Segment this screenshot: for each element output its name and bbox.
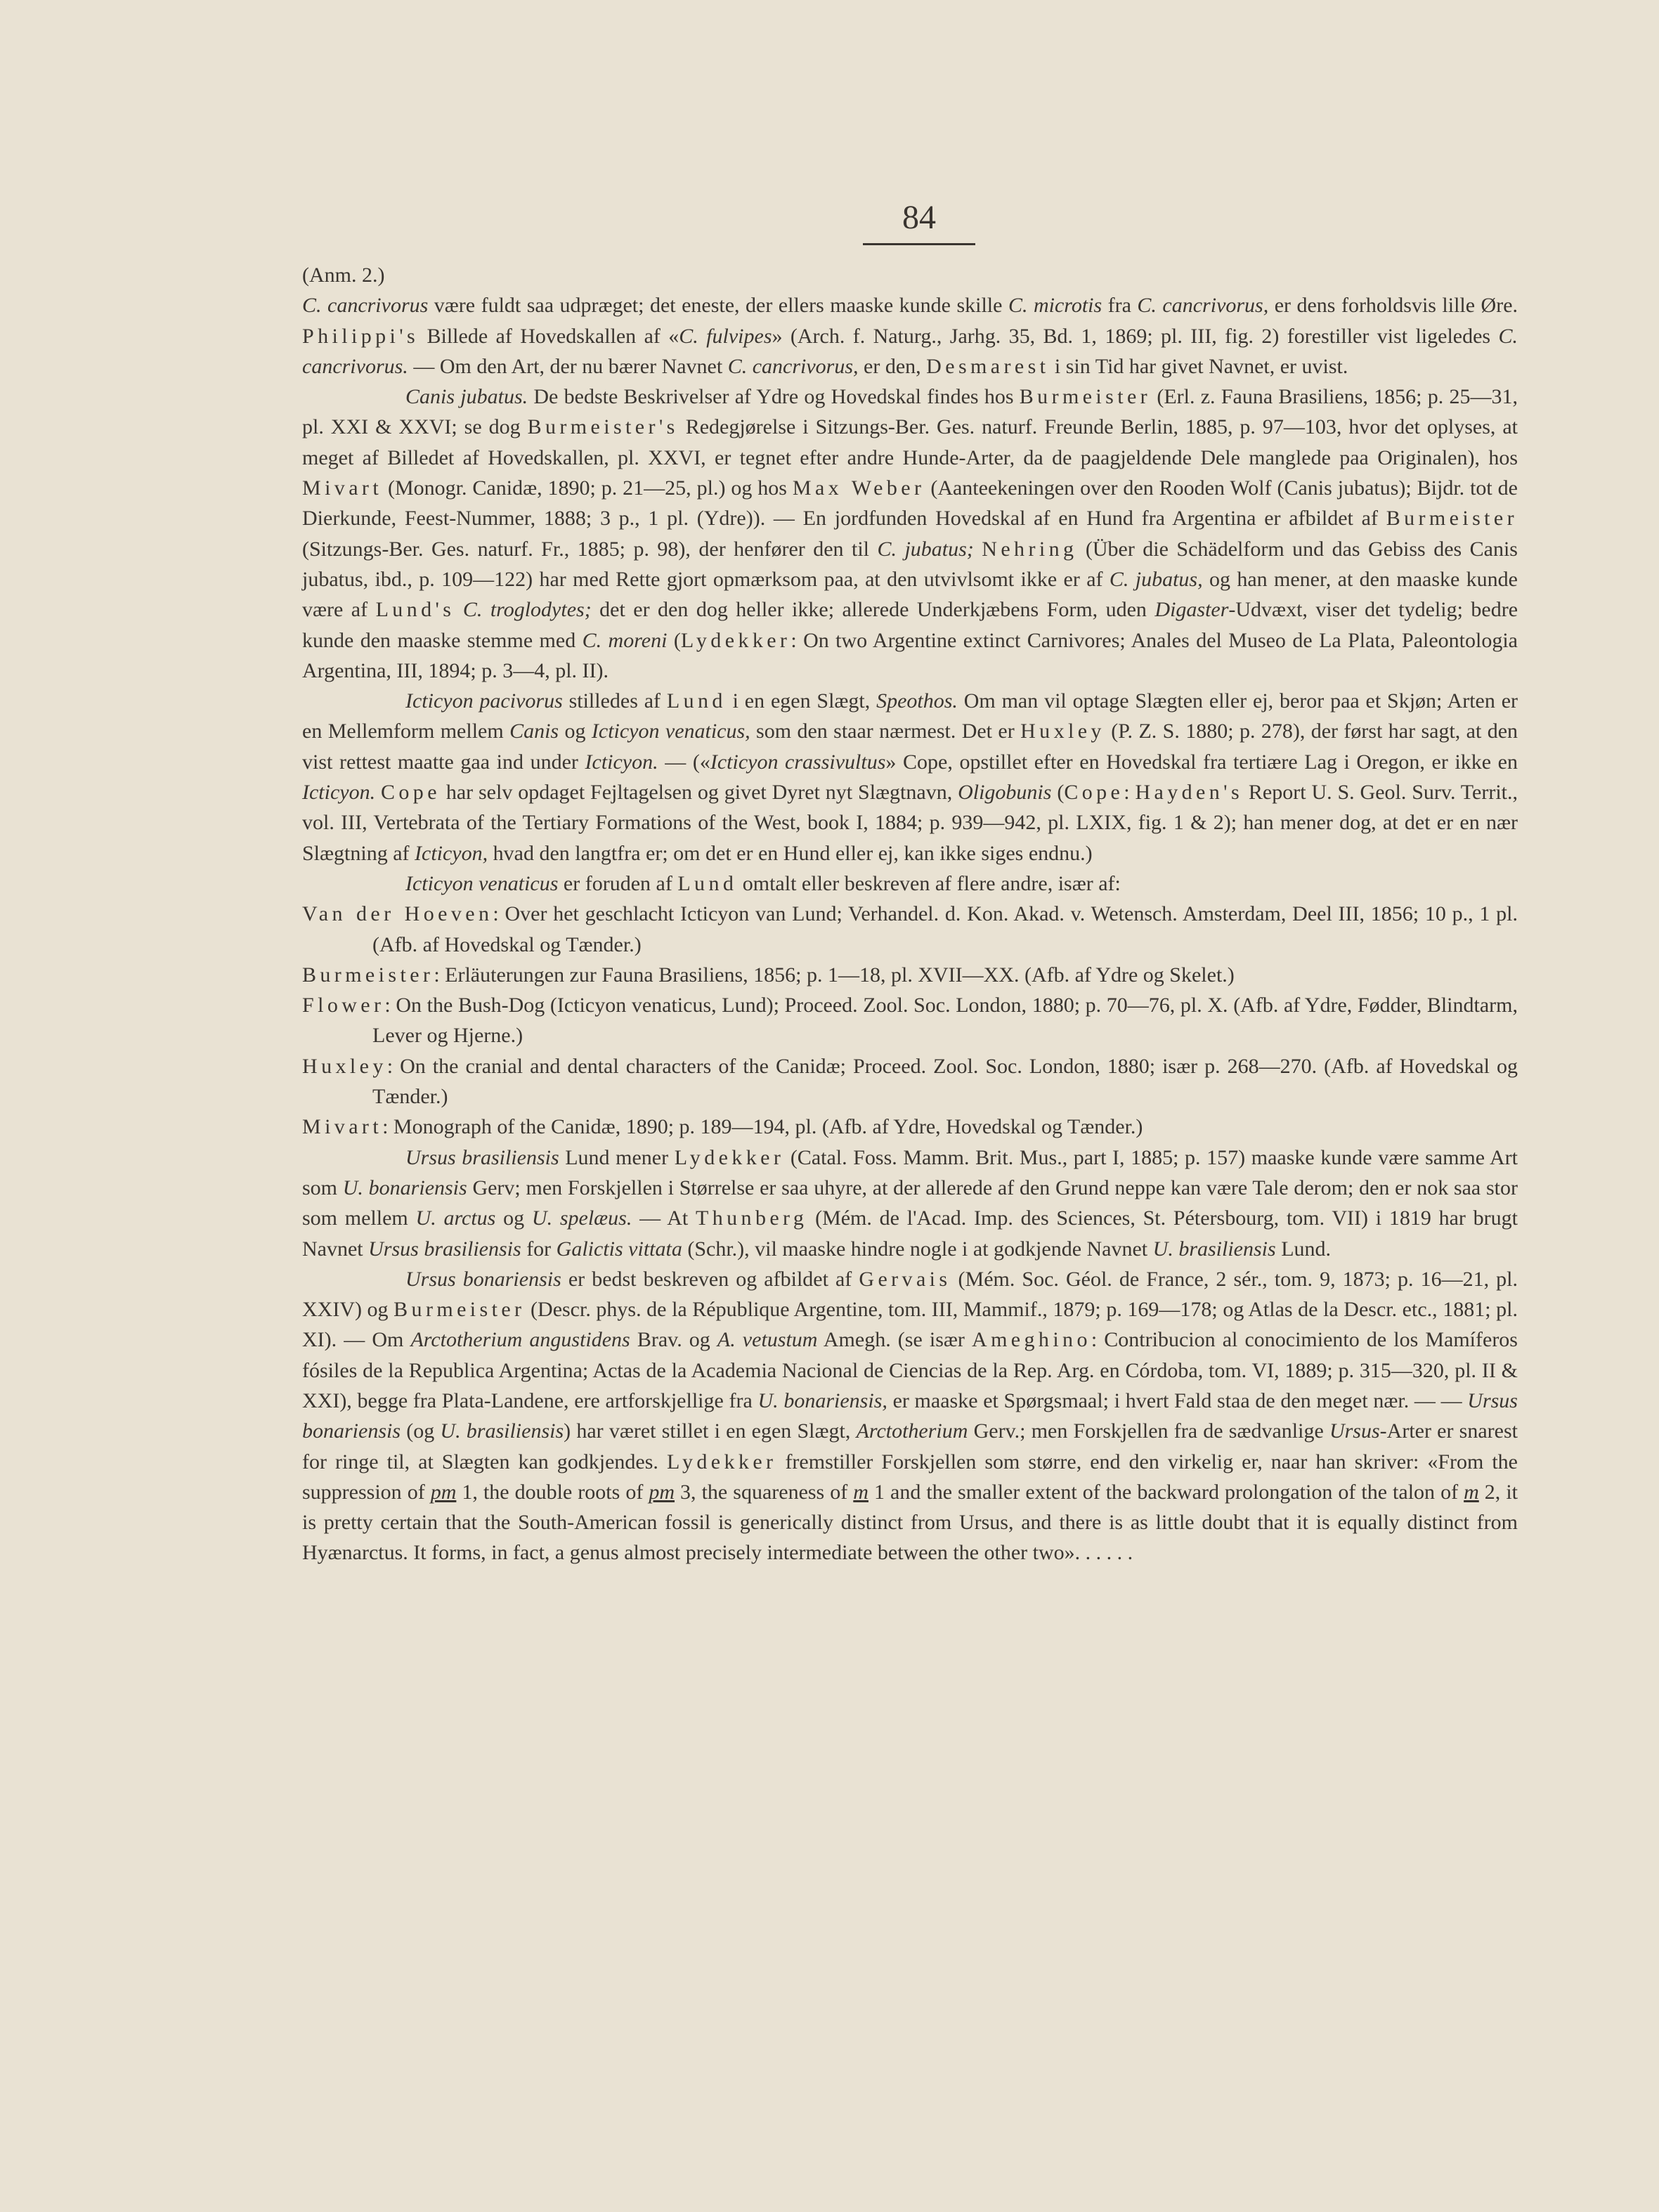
reference-van-der-hoeven: Van der Hoeven: Over het geschlacht Icticyon van Lund; Verhandel. d. Kon. Akad. v. Wetensch. Amsterdam, Deel III, 1856; 10 p., 1 pl. (Afb. af Hovedskal og Tænder.) bbox=[302, 902, 1518, 956]
reference-huxley: Huxley: On the cranial and dental characters of the Canidæ; Proceed. Zool. Soc. London, 1880; især p. 268—270. (Afb. af Hovedskal og Tænder.) bbox=[302, 1054, 1518, 1109]
reference-flower: Flower: On the Bush-Dog (Icticyon venaticus, Lund); Proceed. Zool. Soc. London, 1880; p. 70—76, pl. X. (Afb. af Ydre, Fødder, Blindtarm, Lever og Hjerne.) bbox=[302, 994, 1518, 1048]
reference-burmeister: Burmeister: Erläuterungen zur Fauna Brasiliens, 1856; p. 1—18, pl. XVII—XX. (Afb. af Ydre og Skelet.) bbox=[302, 963, 1235, 987]
paragraph-icticyon-pacivorus: Icticyon pacivorus stilledes af Lund i en egen Slægt, Speothos. Om man vil optage Slægten eller ej, beror paa et Skjøn; Arten er en Mellemform mellem Canis og Icticyon venaticus, som den staar nærmest. Det er Huxley (P. Z. S. 1880; p. 278), der først har sagt, at den vist rettest maatte gaa ind under Icticyon. — («Icticyon crassivultus» Cope, opstillet efter en Hovedskal fra tertiære Lag i Oregon, er ikke en Icticyon. Cope har selv opdaget Fejltagelsen og givet Dyret nyt Slægtnavn, Oligobunis (Cope: Hayden's Report U. S. Geol. Surv. Territ., vol. III, Vertebrata of the Tertiary Formations of the West, book I, 1884; p. 939—942, pl. LXIX, fig. 1 & 2); han mener dog, at det er en nær Slægtning af Icticyon, hvad den langtfra er; om det er en Hund eller ej, kan ikke siges endnu.) bbox=[302, 689, 1518, 865]
reference-mivart: Mivart: Monograph of the Canidæ, 1890; p. 189—194, pl. (Afb. af Ydre, Hovedskal og Tænder.) bbox=[302, 1115, 1143, 1139]
header-rule bbox=[863, 243, 975, 245]
paragraph-cancrivorus: C. cancrivorus være fuldt saa udpræget; det eneste, der ellers maaske kunde skille C. microtis fra C. cancrivorus, er dens forholdsvis lille Øre. Philippi's Billede af Hovedskallen af «C. fulvipes» (Arch. f. Naturg., Jarhg. 35, Bd. 1, 1869; pl. III, fig. 2) forestiller vist ligeledes C. cancrivorus. — Om den Art, der nu bærer Navnet C. cancrivorus, er den, Desmarest i sin Tid har givet Navnet, er uvist. bbox=[302, 294, 1518, 378]
page-number: 84 bbox=[902, 199, 936, 236]
paragraph-icticyon-venaticus: Icticyon venaticus er foruden af Lund omtalt eller beskreven af flere andre, især af: bbox=[405, 871, 1121, 895]
body-text bbox=[302, 260, 1518, 1568]
paragraph-canis-jubatus: Canis jubatus. De bedste Beskrivelser af Ydre og Hovedskal findes hos Burmeister (Erl. z. Fauna Brasiliens, 1856; p. 25—31, pl. XXI & XXVI; se dog Burmeister's Redegjørelse i Sitzungs-Ber. Ges. naturf. Freunde Berlin, 1885, p. 97—103, hvor det oplyses, at meget af Billedet af Hovedskallen, pl. XXVI, er tegnet efter andre Hunde-Arter, da de paagjeldende Dele manglede paa Originalen), hos Mivart (Monogr. Canidæ, 1890; p. 21—25, pl.) og hos Max Weber (Aanteekeningen over den Rooden Wolf (Canis jubatus); Bijdr. tot de Dierkunde, Feest-Nummer, 1888; 3 p., 1 pl. (Ydre)). — En jordfunden Hovedskal af en Hund fra Argentina er afbildet af Burmeister (Sitzungs-Ber. Ges. naturf. Fr., 1885; p. 98), der henfører den til C. jubatus; Nehring (Über die Schädelform und das Gebiss des Canis jubatus, ibd., p. 109—122) har med Rette gjort opmærksom paa, at den utvivlsomt ikke er af C. jubatus, og han mener, at den maaske kunde være af Lund's C. troglodytes; det er den dog heller ikke; allerede Underkjæbens Form, uden Digaster-Udvæxt, viser det tydelig; bedre kunde den maaske stemme med C. moreni (Lydekker: On two Argentine extinct Carnivores; Anales del Museo de La Plata, Paleontologia Argentina, III, 1894; p. 3—4, pl. II). bbox=[302, 385, 1518, 682]
note-label: (Anm. 2.) bbox=[302, 264, 385, 287]
paragraph-ursus-brasiliensis: Ursus brasiliensis Lund mener Lydekker (Catal. Foss. Mamm. Brit. Mus., part I, 1885; p. 157) maaske kunde være samme Art som U. bonariensis Gerv; men Forskjellen i Størrelse er saa uhyre, at der allerede af den Grund neppe kan være Tale derom; den er nok saa stor som mellem U. arctus og U. spelæus. — At Thunberg (Mém. de l'Acad. Imp. des Sciences, St. Pétersbourg, tom. VII) i 1819 har brugt Navnet Ursus brasiliensis for Galictis vittata (Schr.), vil maaske hindre nogle i at godkjende Navnet U. brasiliensis Lund. bbox=[302, 1145, 1518, 1261]
paragraph-ursus-bonariensis: Ursus bonariensis er bedst beskreven og afbildet af Gervais (Mém. Soc. Géol. de France, 2 sér., tom. 9, 1873; p. 16—21, pl. XXIV) og Burmeister (Descr. phys. de la République Argentine, tom. III, Mammif., 1879; p. 169—178; og Atlas de la Descr. etc., 1881; pl. XI). — Om Arctotherium angustidens Brav. og A. vetustum Amegh. (se især Ameghino: Contribucion al conocimiento de los Mamíferos fósiles de la Republica Argentina; Actas de la Academia Nacional de Ciencias de la Rep. Arg. en Córdoba, tom. VI, 1889; p. 315—320, pl. II & XXI), begge fra Plata-Landene, ere artforskjellige fra U. bonariensis, er maaske et Spørgsmaal; i hvert Fald staa de den meget nær. — — Ursus bonariensis (og U. brasiliensis) har været stillet i en egen Slægt, Arctotherium Gerv.; men Forskjellen fra de sædvanlige Ursus-Arter er snarest for ringe til, at Slægten kan godkjendes. Lydekker fremstiller Forskjellen som større, end den virkelig er, naar han skriver: «From the suppression of pm 1, the double roots of pm 3, the squareness of m 1 and the smaller extent of the backward prolongation of the talon of m 2, it is pretty certain that the South-American fossil is generically distinct from Ursus, and there is as little doubt that it is equally distinct from Hyænarctus. It forms, in fact, a genus almost precisely intermediate between the other two». . . . . . bbox=[302, 1267, 1518, 1565]
